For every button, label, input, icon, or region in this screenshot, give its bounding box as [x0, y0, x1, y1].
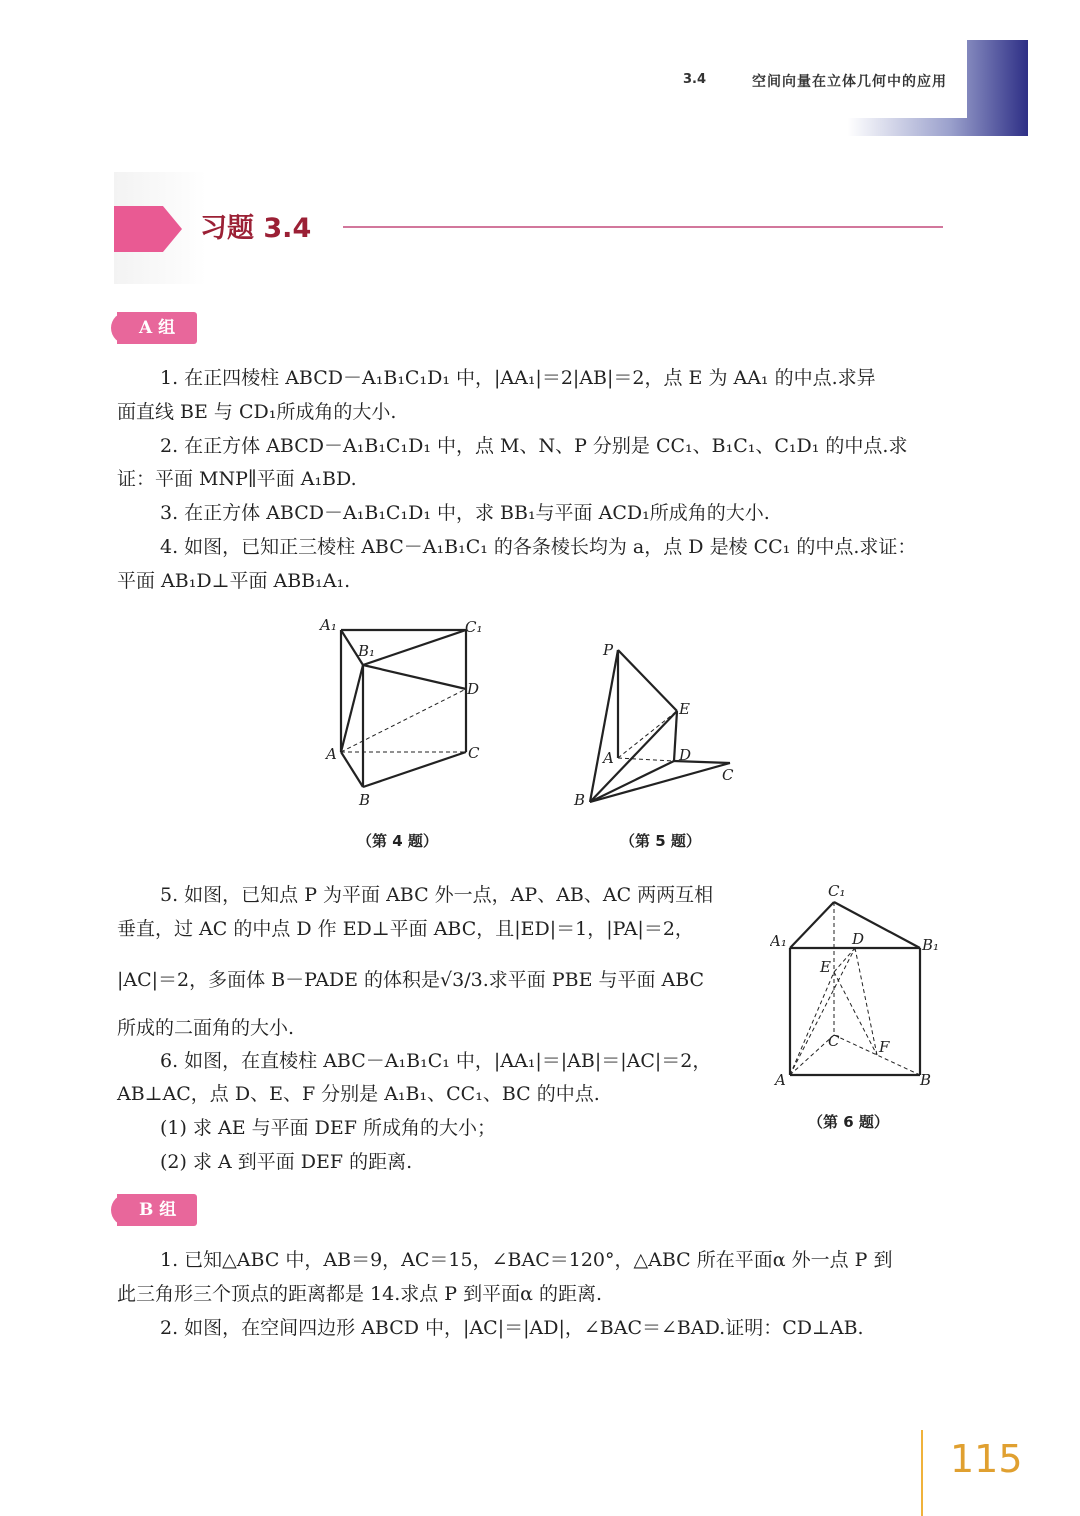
fig6-label-f: F	[879, 1038, 890, 1056]
fig5-label-e: E	[679, 700, 690, 718]
fig6-label-c: C	[828, 1032, 840, 1050]
fig4-label-c1: C₁	[465, 618, 483, 636]
fig5-label-b: B	[574, 791, 586, 809]
exercise-a4-line1: 4. 如图，已知正三棱柱 ABC－A₁B₁C₁ 的各条棱长均为 a，点 D 是棱 CC₁ 的中点.求证：	[160, 536, 917, 558]
fig4-label-d: D	[467, 680, 480, 698]
page-number: 115	[950, 1437, 1023, 1481]
fig6-label-a: A	[775, 1071, 786, 1089]
header-section-title: 空间向量在立体几何中的应用	[752, 74, 947, 90]
figure-6-prism	[770, 880, 950, 1092]
fig4-label-b1: B₁	[358, 642, 376, 660]
fig5-label-a: A	[603, 749, 614, 767]
fig5-label-p: P	[603, 641, 614, 659]
exercise-b1-line1: 1. 已知△ABC 中，AB＝9，AC＝15，∠BAC＝120°，△ABC 所在平面α 外一点 P 到	[160, 1249, 893, 1271]
exercise-b2: 2. 如图，在空间四边形 ABCD 中，|AC|＝|AD|，∠BAC＝∠BAD.证明：CD⊥AB.	[160, 1317, 864, 1339]
fig6-label-a1: A₁	[770, 932, 787, 950]
exercise-a2-line2: 证：平面 MNP∥平面 A₁BD.	[117, 468, 357, 490]
fig4-label-c: C	[468, 744, 480, 762]
fig5-label-d: D	[679, 746, 692, 764]
fig4-label-b: B	[359, 791, 371, 809]
exercise-b1-line2: 此三角形三个顶点的距离都是 14.求点 P 到平面α 的距离.	[117, 1283, 603, 1305]
exercise-a5-line1: 5. 如图，已知点 P 为平面 ABC 外一点，AP、AB、AC 两两互相	[160, 884, 714, 906]
fig6-label-d: D	[852, 930, 865, 948]
fig6-label-b1: B₁	[922, 936, 940, 954]
figure-4-caption: （第 4 题）	[357, 832, 438, 850]
exercise-a6-line1: 6. 如图，在直棱柱 ABC－A₁B₁C₁ 中，|AA₁|＝|AB|＝|AC|＝2，	[160, 1050, 712, 1072]
exercise-a1-line1: 1. 在正四棱柱 ABCD－A₁B₁C₁D₁ 中，|AA₁|＝2|AB|＝2，点 E 为 AA₁ 的中点.求异	[160, 367, 876, 389]
fig6-label-b: B	[920, 1071, 932, 1089]
figure-4-prism	[318, 612, 498, 812]
exercise-a4-line2: 平面 AB₁D⊥平面 ABB₁A₁.	[117, 570, 351, 592]
figure-6-caption: （第 6 题）	[808, 1113, 889, 1131]
section-title: 习题 3.4	[200, 213, 312, 244]
exercise-a5-line3: |AC|＝2，多面体 B－PADE 的体积是√3/3.求平面 PBE 与平面 ABC	[117, 969, 705, 991]
header-section-number: 3.4	[683, 72, 707, 87]
fig6-label-e: E	[820, 958, 831, 976]
fig6-label-c1: C₁	[828, 882, 846, 900]
exercise-a3: 3. 在正方体 ABCD－A₁B₁C₁D₁ 中，求 BB₁与平面 ACD₁所成角的大小.	[160, 502, 770, 524]
group-a-badge: A 组	[117, 312, 197, 344]
exercise-a6-line2: AB⊥AC，点 D、E、F 分别是 A₁B₁、CC₁、BC 的中点.	[117, 1083, 600, 1105]
fig4-label-a: A	[326, 745, 337, 763]
section-rule	[343, 226, 943, 228]
fig5-label-c: C	[722, 766, 734, 784]
exercise-a5-line4: 所成的二面角的大小.	[117, 1017, 295, 1039]
exercise-a6-part2: (2) 求 A 到平面 DEF 的距离.	[160, 1151, 413, 1173]
page-number-rule	[921, 1430, 923, 1516]
figure-5-caption: （第 5 题）	[620, 832, 701, 850]
figure-5-polyhedron	[570, 630, 750, 810]
group-b-badge: B 组	[117, 1194, 197, 1226]
exercise-a1-line2: 面直线 BE 与 CD₁所成角的大小.	[117, 401, 397, 423]
exercise-a5-line2: 垂直，过 AC 的中点 D 作 ED⊥平面 ABC，且|ED|＝1，|PA|＝2，	[117, 918, 694, 940]
fig4-label-a1: A₁	[320, 616, 337, 634]
exercise-a6-part1: (1) 求 AE 与平面 DEF 所成角的大小；	[160, 1117, 496, 1139]
exercise-a2-line1: 2. 在正方体 ABCD－A₁B₁C₁D₁ 中，点 M、N、P 分别是 CC₁、B₁C₁、C₁D₁ 的中点.求	[160, 435, 908, 457]
